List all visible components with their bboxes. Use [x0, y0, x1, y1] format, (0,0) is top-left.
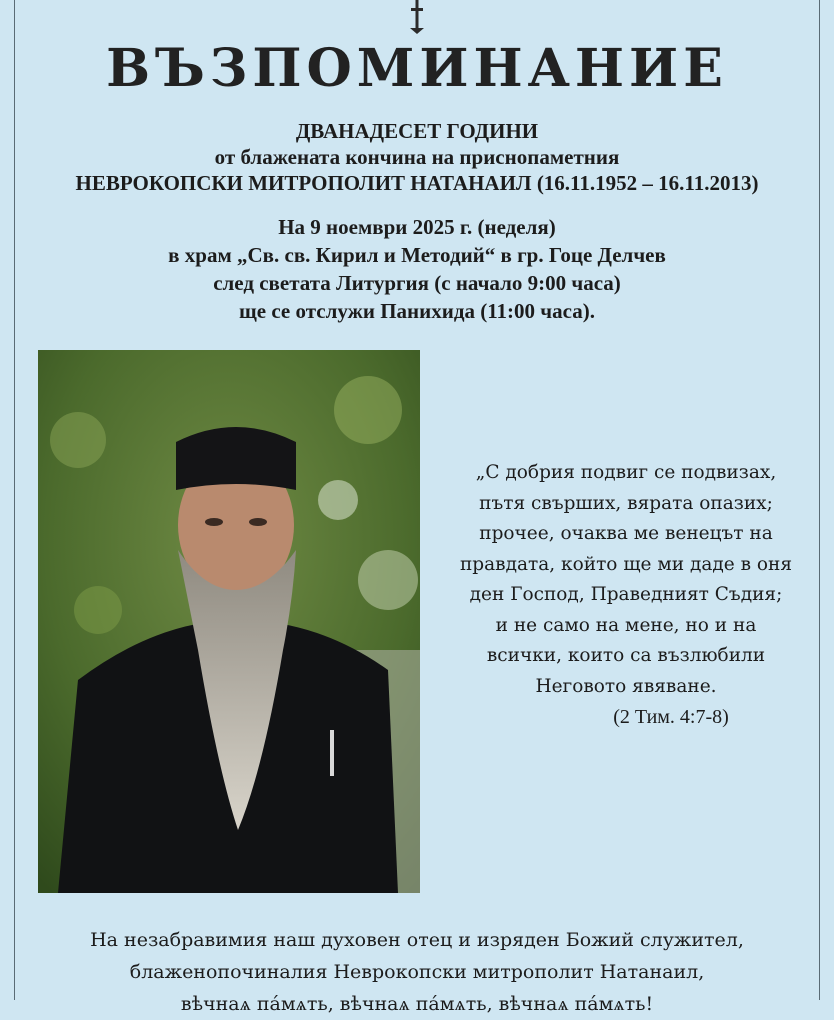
subtitle-block — [0, 118, 834, 196]
quote-line: всички, които са възлюбили — [486, 645, 766, 666]
scripture-quote — [430, 458, 822, 733]
subtitle-occasion: от блажената кончина на приснопаметния — [214, 145, 620, 169]
closing-line: На незабравимия наш духовен отец и изряден Божий служител, — [90, 929, 744, 951]
portrait-photo — [38, 350, 420, 893]
quote-line: ден Господ, Праведният Съдия; — [469, 584, 783, 605]
event-panikhida: ще се отслужи Панихида (11:00 часа). — [239, 299, 595, 323]
quote-line: Неговото явяване. — [535, 675, 717, 697]
subtitle-years: ДВАНАДЕСЕТ ГОДИНИ — [295, 119, 539, 143]
event-block — [0, 213, 834, 325]
quote-reference: (2 Тим. 4:7-8) — [613, 706, 729, 728]
quote-line: правдата, който ще ми даде в оня — [459, 553, 793, 575]
subtitle-name: НЕВРОКОПСКИ МИТРОПОЛИТ НАТАНАИЛ (16.11.1952 – 16.11.2013) — [75, 171, 759, 195]
page-title: ВЪЗПОМИНАНИЕ — [106, 38, 728, 99]
event-date: На 9 ноември 2025 г. (неделя) — [278, 215, 556, 239]
event-liturgy: след светата Литургия (с начало 9:00 часа) — [213, 271, 621, 295]
quote-line: прочее, очаква ме венецът на — [479, 523, 773, 544]
cross-icon — [400, 0, 434, 34]
closing-dedication — [0, 924, 834, 1020]
quote-line: и не само на мене, но и на — [495, 614, 757, 636]
closing-line: блаженопочиналия Неврокопски митрополит Натанаил, — [129, 961, 705, 983]
quote-line: „С добрия подвиг се подвизах, — [475, 462, 777, 483]
quote-line: пътя свърших, вярата опазих; — [479, 492, 773, 514]
event-place: в храм „Св. св. Кирил и Методий“ в гр. Гоце Делчев — [168, 243, 666, 267]
closing-line: вѣчнаѧ пáмѧть, вѣчнаѧ пáмѧть, вѣчнаѧ пáмѧть! — [180, 993, 654, 1015]
